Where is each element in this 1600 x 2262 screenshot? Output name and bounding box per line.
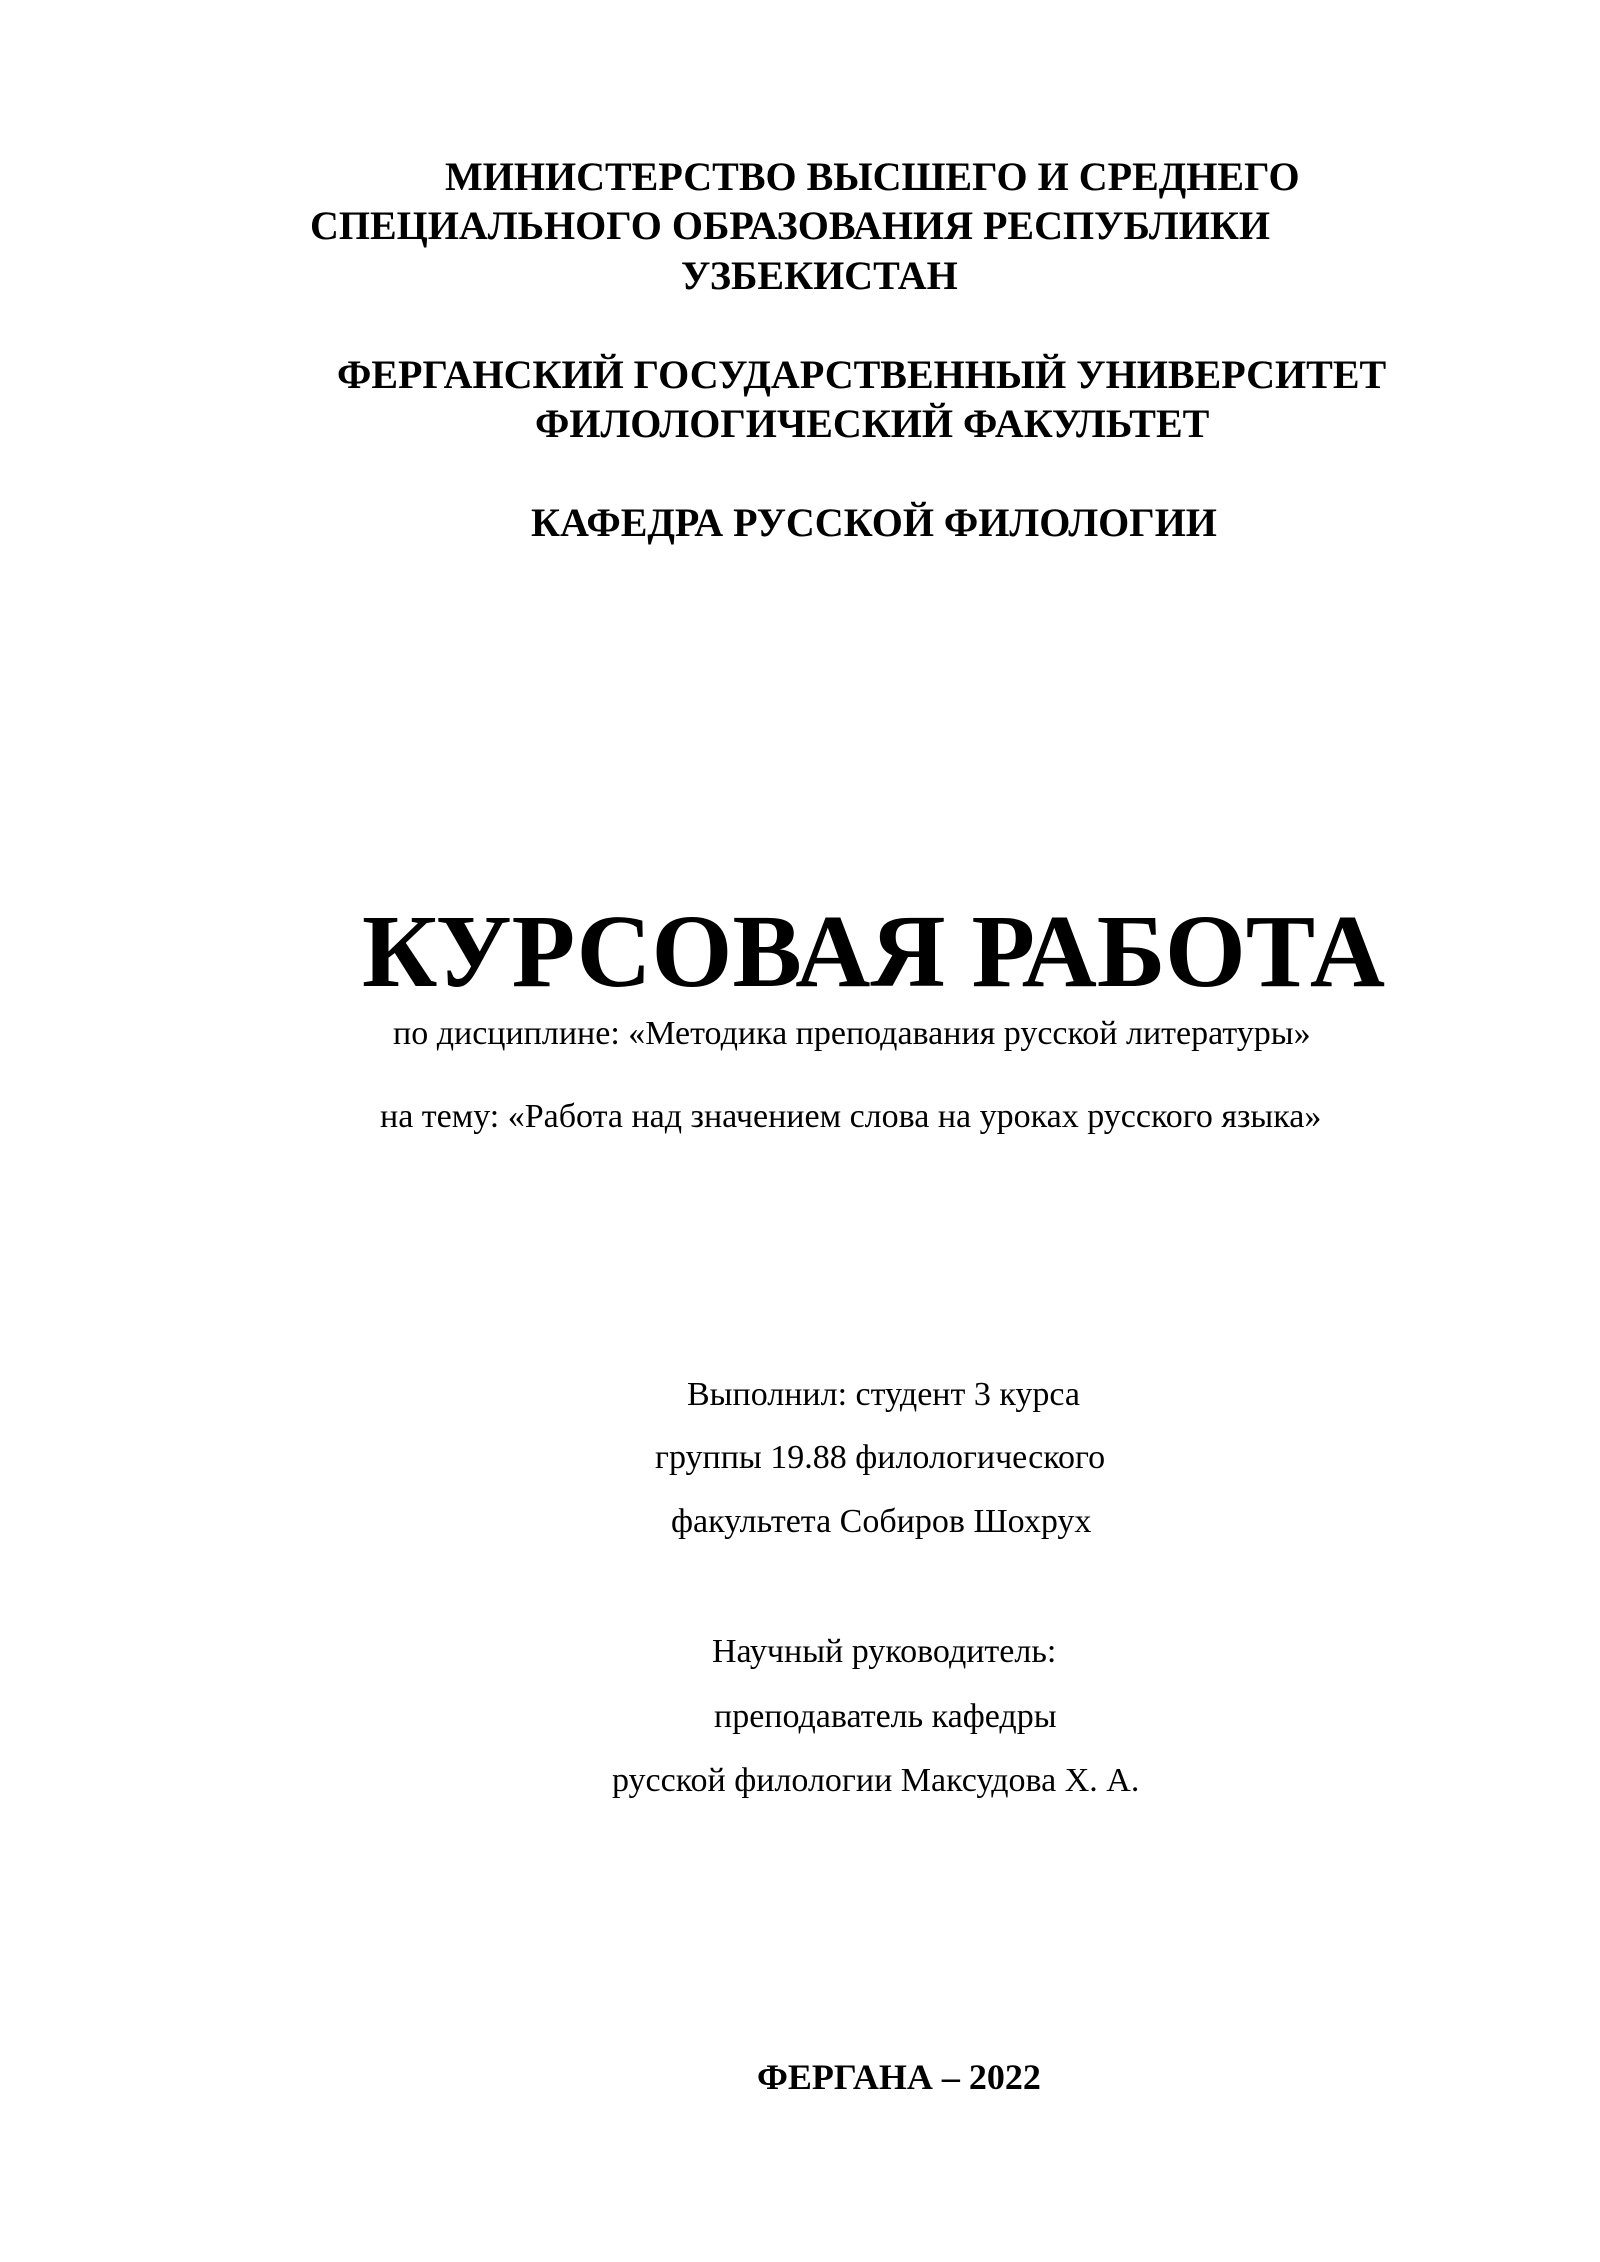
faculty-name: ФИЛОЛОГИЧЕСКИЙ ФАКУЛЬТЕТ xyxy=(535,401,1210,446)
discipline-line: по дисциплине: «Методика преподавания русской литературы» xyxy=(393,1015,1311,1052)
supervisor-line-1: Научный руководитель: xyxy=(712,1633,1057,1670)
department-name: КАФЕДРА РУССКОЙ ФИЛОЛОГИИ xyxy=(531,500,1217,545)
document-title: КУРСОВАЯ РАБОТА xyxy=(362,894,1386,1009)
author-line-2: группы 19.88 филологического xyxy=(655,1439,1106,1476)
ministry-line-1: МИНИСТЕРСТВО ВЫСШЕГО И СРЕДНЕГО xyxy=(445,154,1300,199)
supervisor-line-3: русской филологии Максудова Х. А. xyxy=(612,1762,1140,1799)
university-name: ФЕРГАНСКИЙ ГОСУДАРСТВЕННЫЙ УНИВЕРСИТЕТ xyxy=(337,352,1387,397)
supervisor-line-2: преподаватель кафедры xyxy=(714,1698,1057,1735)
author-line-1: Выполнил: студент 3 курса xyxy=(687,1376,1080,1413)
ministry-line-3: УЗБЕКИСТАН xyxy=(681,253,958,298)
topic-line: на тему: «Работа над значением слова на уроках русского языка» xyxy=(380,1098,1322,1135)
city-year: ФЕРГАНА – 2022 xyxy=(757,2057,1041,2097)
ministry-line-2: СПЕЦИАЛЬНОГО ОБРАЗОВАНИЯ РЕСПУБЛИКИ xyxy=(310,203,1270,248)
author-line-3: факультета Собиров Шохрух xyxy=(671,1503,1092,1540)
